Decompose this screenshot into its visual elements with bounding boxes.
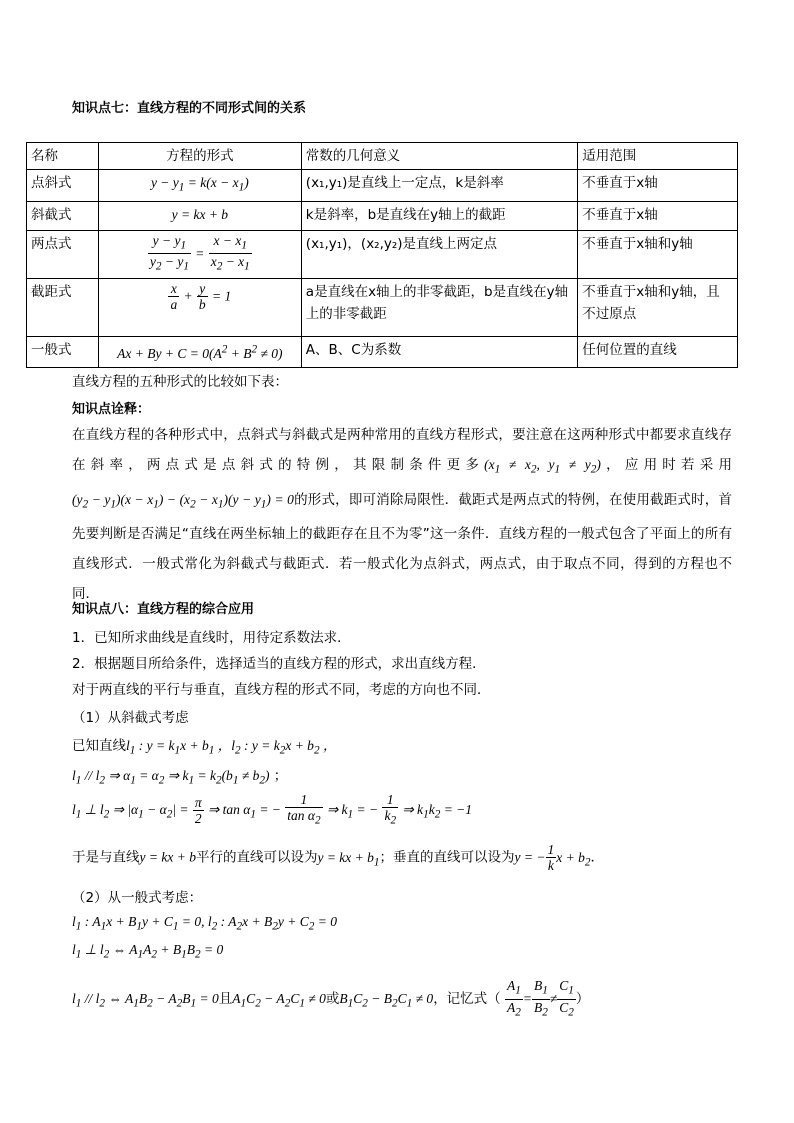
row-name: 斜截式	[27, 201, 99, 230]
parallel-condition: $l_1 // l_2$ ⇒ $\alpha_1 = \alpha_2$ ⇒ $k_1 = k_2(b_1 \ne b_2)$ ；	[72, 768, 288, 787]
section8-title: 知识点八：直线方程的综合应用	[72, 602, 255, 617]
explain-text-1: 在直线方程的各种形式中，点斜式与斜截式是两种常用的直线方程形式，要注意在这两种形式中都要求直线存在斜率，两点式是点斜式的特例，其限制条件更多	[72, 427, 732, 473]
table-header-row	[27, 143, 738, 170]
sub-heading-1: （1）从斜截式考虑	[72, 710, 189, 726]
sub-heading-2: （2）从一般式考虑：	[72, 890, 203, 906]
section7-title: 知识点七：直线方程的不同形式间的关系	[72, 101, 307, 116]
general-lines: $l_1$ : $A_1x + B_1y + C_1 = 0$, $l_2$ : $A_2x + B_2y + C_2 = 0$	[72, 914, 337, 933]
table-row	[27, 230, 738, 278]
general-formula: $Ax + By + C = 0(A^2 + B^2 \ne 0)$	[98, 336, 301, 368]
table-caption: 直线方程的五种形式的比较如下表：	[72, 374, 288, 390]
slope-intercept-formula: y = kx + b	[98, 201, 301, 230]
row-name: 两点式	[27, 230, 99, 278]
row-name: 点斜式	[27, 170, 99, 202]
item-2: 2．根据题目所给条件，选择适当的直线方程的形式，求出直线方程．	[72, 656, 486, 672]
known-label: 已知直线	[72, 738, 126, 754]
row-name: 一般式	[27, 336, 99, 368]
header-name: 名称	[27, 143, 99, 170]
conclusion-line: 于是与直线y = kx + b平行的直线可以设为y = kx + $b_1$；垂直的直线可以设为y = − $\frac{1}{k}$ $x + b_2$．	[72, 842, 604, 873]
row-meaning: A、B、C为系数	[301, 336, 577, 368]
row-meaning: (x₁,y₁)是直线上一定点，k是斜率	[301, 170, 577, 202]
row-scope: 任何位置的直线	[578, 336, 738, 368]
table-row	[27, 278, 738, 336]
item-1: 1．已知所求曲线是直线时，用待定系数法求．	[72, 630, 351, 646]
conclusion-a: 于是与直线	[72, 849, 140, 866]
row-name: 截距式	[27, 278, 99, 336]
explain-paragraph: 在直线方程的各种形式中，点斜式与斜截式是两种常用的直线方程形式，要注意在这两种形式中都要求直线存在斜率，两点式是点斜式的特例，其限制条件更多($x_1 \ne x_2$, $y_1 \ne y_2$)，应用时若采用 $(y_2 - y_1)(x - x_1) - (x_2 - x_1)(y - y_1) = 0$的形式，即可消除局限性．截距式是两点式的特例，在使用截距式时，首先要判断是否满足“直线在两坐标轴上的截距存在且不为零”这一条件．直线方程的一般式包含了平面上的所有直线形式．一般式常化为斜截式与截距式．若一般式化为点斜式，两点式，由于取点不同，得到的方程也不同．	[72, 427, 733, 603]
or-word: 或	[325, 991, 340, 1008]
header-form: 方程的形式	[98, 143, 301, 170]
and-word: 且	[218, 991, 233, 1008]
conclusion-c: ；垂直的直线可以设为	[379, 849, 515, 866]
row-meaning: (x₁,y₁)，(x₂,y₂)是直线上两定点	[301, 230, 577, 278]
row-meaning: a是直线在x轴上的非零截距，b是直线在y轴上的非零截距	[301, 278, 577, 336]
perpendicular-condition: $l_1$ ⊥ $l_2$ ⇒ $|\alpha_1 - \alpha_2|$ = $\frac{\pi}{2}$ ⇒ $\tan \alpha_1$ = − $\frac{1}{\tan \alpha_2}$ ⇒ $k_1$ = − $\frac{1}{k_2}$ ⇒ $k_1k_2 = -1$	[72, 792, 473, 827]
point-slope-formula: $y - y_1 = k(x - x_1)$	[98, 170, 301, 202]
explain-text-3: 的形式，即可消除局限性．截距式是两点式的特例，在使用截距式时，首先要判断是否满足“直线在两坐标轴上的截距存在且不为零”这一条件．直线方程的一般式包含了平面上的所有直线形式．一般式常化为斜截式与截距式．若一般式化为点斜式，两点式，由于取点不同，得到的方程也不同．	[72, 491, 732, 603]
general-perpendicular: $l_1$ ⊥ $l_2$ ⇔ $A_1A_2 + B_1B_2 = 0$	[72, 942, 224, 961]
row-meaning: k是斜率，b是直线在y轴上的截距	[301, 201, 577, 230]
table-row	[27, 336, 738, 368]
table-row	[27, 201, 738, 230]
explain-text-2: ，应用时若采用	[600, 457, 733, 473]
explain-title: 知识点诠释：	[72, 402, 151, 417]
memo-label: ，记忆式（	[433, 991, 501, 1008]
row-scope: 不垂直于x轴和y轴，且不过原点	[578, 278, 738, 336]
header-meaning: 常数的几何意义	[301, 143, 577, 170]
memo-end: ）	[575, 991, 590, 1008]
intercept-formula: $\frac{x}{a}$ + $\frac{y}{b}$ = 1	[98, 278, 301, 336]
general-parallel: $l_1 // l_2$ ⇔ $A_1B_2 - A_2B_1 = 0$且$A_1C_2 - A_2C_1 \ne 0$或$B_1C_2 - B_2C_1 \ne 0$，记忆式（ $\frac{A_1}{A_2}$ = $\frac{B_1}{B_2}$ ≠ $\frac{C_1}{C_2}$ ）	[72, 978, 590, 1019]
table-row	[27, 170, 738, 202]
row-scope: 不垂直于x轴和y轴	[578, 230, 738, 278]
forms-table	[26, 142, 738, 368]
two-point-formula: $\frac{y - y_1}{y_2 - y_1}$ = $\frac{x - x_1}{x_2 - x_1}$	[98, 230, 301, 278]
known-lines: 已知直线$l_1$ : $y = k_1x + b_1$ ，$l_2$ : $y = k_2x + b_2$ ，	[72, 738, 337, 757]
conclusion-b: 平行的直线可以设为	[195, 849, 318, 866]
row-scope: 不垂直于x轴	[578, 201, 738, 230]
item-3: 对于两直线的平行与垂直，直线方程的形式不同，考虑的方向也不同．	[72, 682, 491, 698]
header-scope: 适用范围	[578, 143, 738, 170]
row-scope: 不垂直于x轴	[578, 170, 738, 202]
